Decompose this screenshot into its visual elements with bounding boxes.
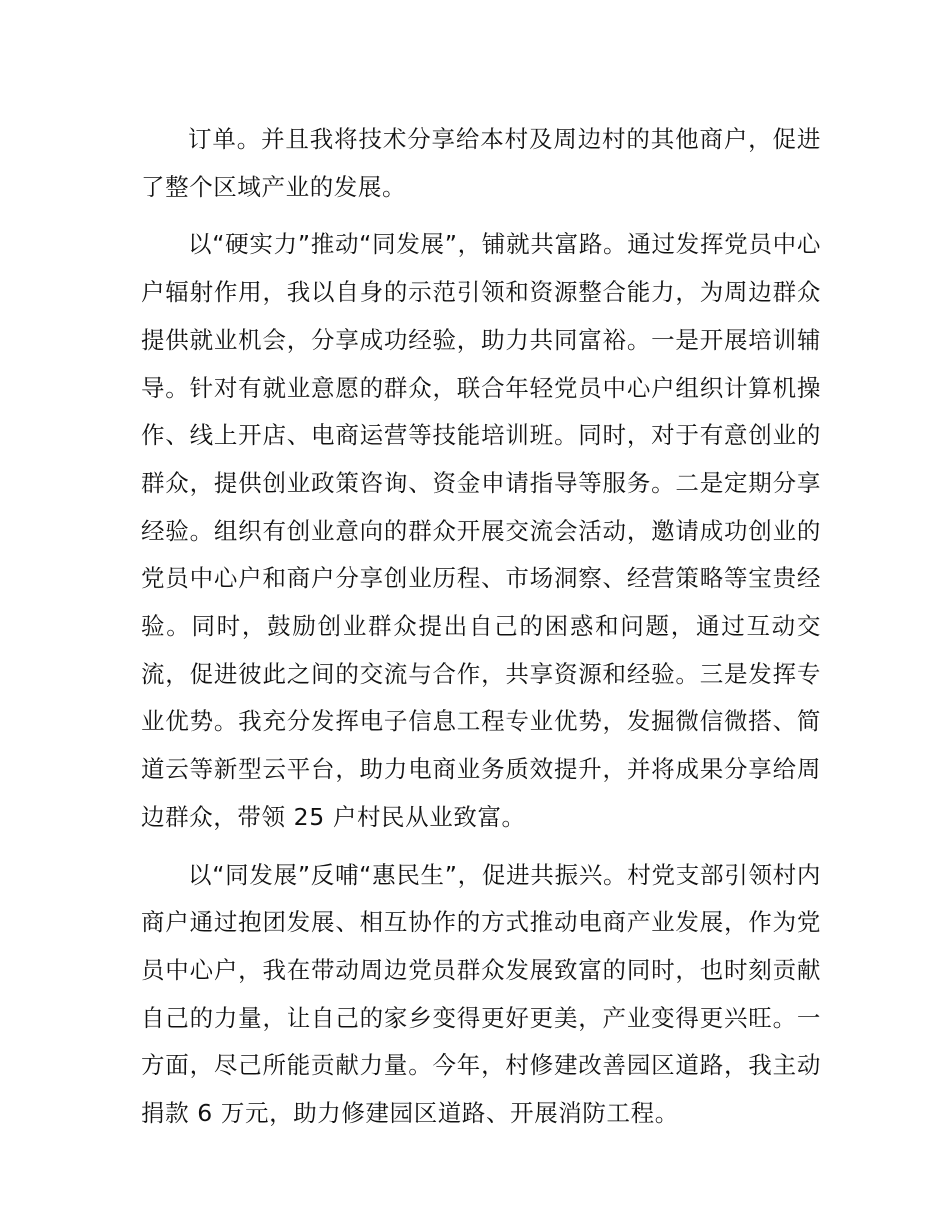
paragraph-1: 订单。并且我将技术分享给本村及周边村的其他商户，促进了整个区域产业的发展。 xyxy=(141,125,821,201)
paragraph-2: 以“硬实力”推动“同发展”，铺就共富路。通过发挥党员中心户辐射作用，我以自身的示范引领和资源整合能力，为周边群众提供就业机会，分享成功经验，助力共同富裕。一是开展培训辅导。针对有就业意愿的群众，联合年轻党员中心户组织计算机操作、线上开店、电商运营等技能培训班。同时，对于有意创业的群众，提供创业政策咨询、资金申请指导等服务。二是定期分享经验。组织有创业意向的群众开展交流会活动，邀请成功创业的党员中心户和商户分享创业历程、市场洞察、经营策略等宝贵经验。同时，鼓励创业群众提出自己的困惑和问题，通过互动交流，促进彼此之间的交流与合作，共享资源和经验。三是发挥专业优势。我充分发挥电子信息工程专业优势，发掘微信微搭、简道云等新型云平台，助力电商业务质效提升，并将成果分享给周边群众，带领 25 户村民从业致富。 xyxy=(141,230,821,831)
document-body xyxy=(141,116,821,1148)
paragraph-3: 以“同发展”反哺“惠民生”，促进共振兴。村党支部引领村内商户通过抱团发展、相互协作的方式推动电商产业发展，作为党员中心户，我在带动周边党员群众发展致富的同时，也时刻贡献自己的力量，让自己的家乡变得更好更美，产业变得更兴旺。一方面，尽己所能贡献力量。今年，村修建改善园区道路，我主动捐款 6 万元，助力修建园区道路、开展消防工程。 xyxy=(141,860,821,1128)
